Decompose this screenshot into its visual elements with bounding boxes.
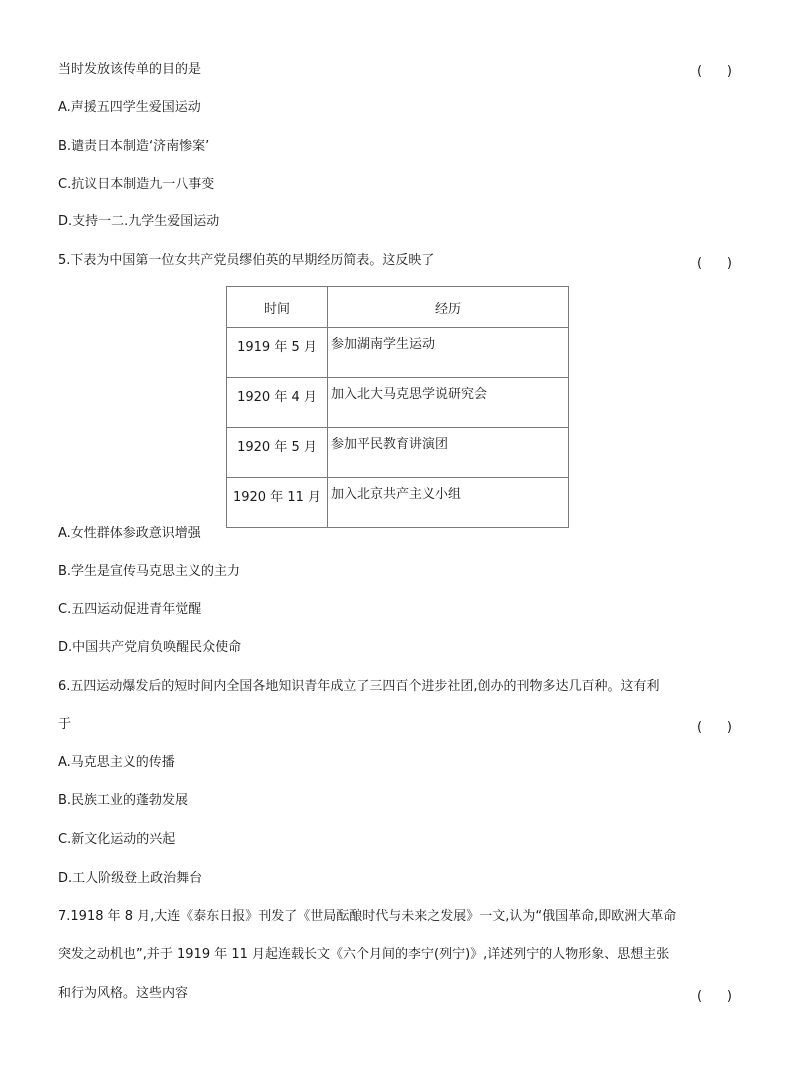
q6-option-c: C.新文化运动的兴起 bbox=[58, 832, 176, 847]
q7-answer-bracket: ( ) bbox=[697, 989, 732, 1004]
q6-option-d: D.工人阶级登上政治舞台 bbox=[58, 871, 203, 886]
q6-stem-line-2: 于 bbox=[58, 717, 72, 732]
q5-option-b: B.学生是宣传马克思主义的主力 bbox=[58, 564, 241, 579]
q4-stem: 当时发放该传单的目的是 bbox=[58, 62, 202, 77]
table-cell-date: 1919 年 5 月 bbox=[227, 328, 328, 378]
q6-option-b: B.民族工业的蓬勃发展 bbox=[58, 793, 189, 808]
table-row bbox=[227, 478, 569, 528]
q5-option-a: A.女性群体参政意识增强 bbox=[58, 526, 201, 541]
q4-option-d: D.支持一二.九学生爱国运动 bbox=[58, 214, 220, 229]
q5-history-table bbox=[226, 286, 569, 528]
table-header-time: 时间 bbox=[227, 287, 328, 328]
q6-stem-line-1: 6.五四运动爆发后的短时间内全国各地知识青年成立了三四百个进步社团,创办的刊物多达几百种。这有利 bbox=[58, 679, 660, 694]
table-cell-date: 1920 年 11 月 bbox=[227, 478, 328, 528]
q6-answer-bracket: ( ) bbox=[697, 720, 732, 735]
q6-option-a: A.马克思主义的传播 bbox=[58, 755, 175, 770]
q4-answer-bracket: ( ) bbox=[697, 64, 732, 79]
q7-stem-line-2: 突发之动机也”,并于 1919 年 11 月起连载长文《六个月间的李宁(列宁)》,详述列宁的人物形象、思想主张 bbox=[58, 947, 670, 962]
q4-option-b: B.谴责日本制造‘济南惨案’ bbox=[58, 139, 210, 154]
q5-answer-bracket: ( ) bbox=[697, 256, 732, 271]
table-row bbox=[227, 378, 569, 428]
q5-stem: 5.下表为中国第一位女共产党员缪伯英的早期经历简表。这反映了 bbox=[58, 253, 435, 268]
table-header-row bbox=[227, 287, 569, 328]
table-header-experience: 经历 bbox=[328, 287, 569, 328]
table-cell-event: 加入北大马克思学说研究会 bbox=[328, 378, 569, 428]
q7-stem-line-3: 和行为风格。这些内容 bbox=[58, 986, 189, 1001]
table-cell-event: 参加平民教育讲演团 bbox=[328, 428, 569, 478]
q5-option-c: C.五四运动促进青年觉醒 bbox=[58, 602, 202, 617]
table-cell-date: 1920 年 5 月 bbox=[227, 428, 328, 478]
q5-option-d: D.中国共产党肩负唤醒民众使命 bbox=[58, 640, 242, 655]
q4-option-c: C.抗议日本制造九一八事变 bbox=[58, 177, 215, 192]
table-cell-event: 加入北京共产主义小组 bbox=[328, 478, 569, 528]
table-row bbox=[227, 328, 569, 378]
table-cell-event: 参加湖南学生运动 bbox=[328, 328, 569, 378]
q7-stem-line-1: 7.1918 年 8 月,大连《泰东日报》刊发了《世局酝酿时代与未来之发展》一文,认为“俄国革命,即欧洲大革命 bbox=[58, 909, 677, 924]
table-row bbox=[227, 428, 569, 478]
q4-option-a: A.声援五四学生爱国运动 bbox=[58, 100, 201, 115]
table-cell-date: 1920 年 4 月 bbox=[227, 378, 328, 428]
